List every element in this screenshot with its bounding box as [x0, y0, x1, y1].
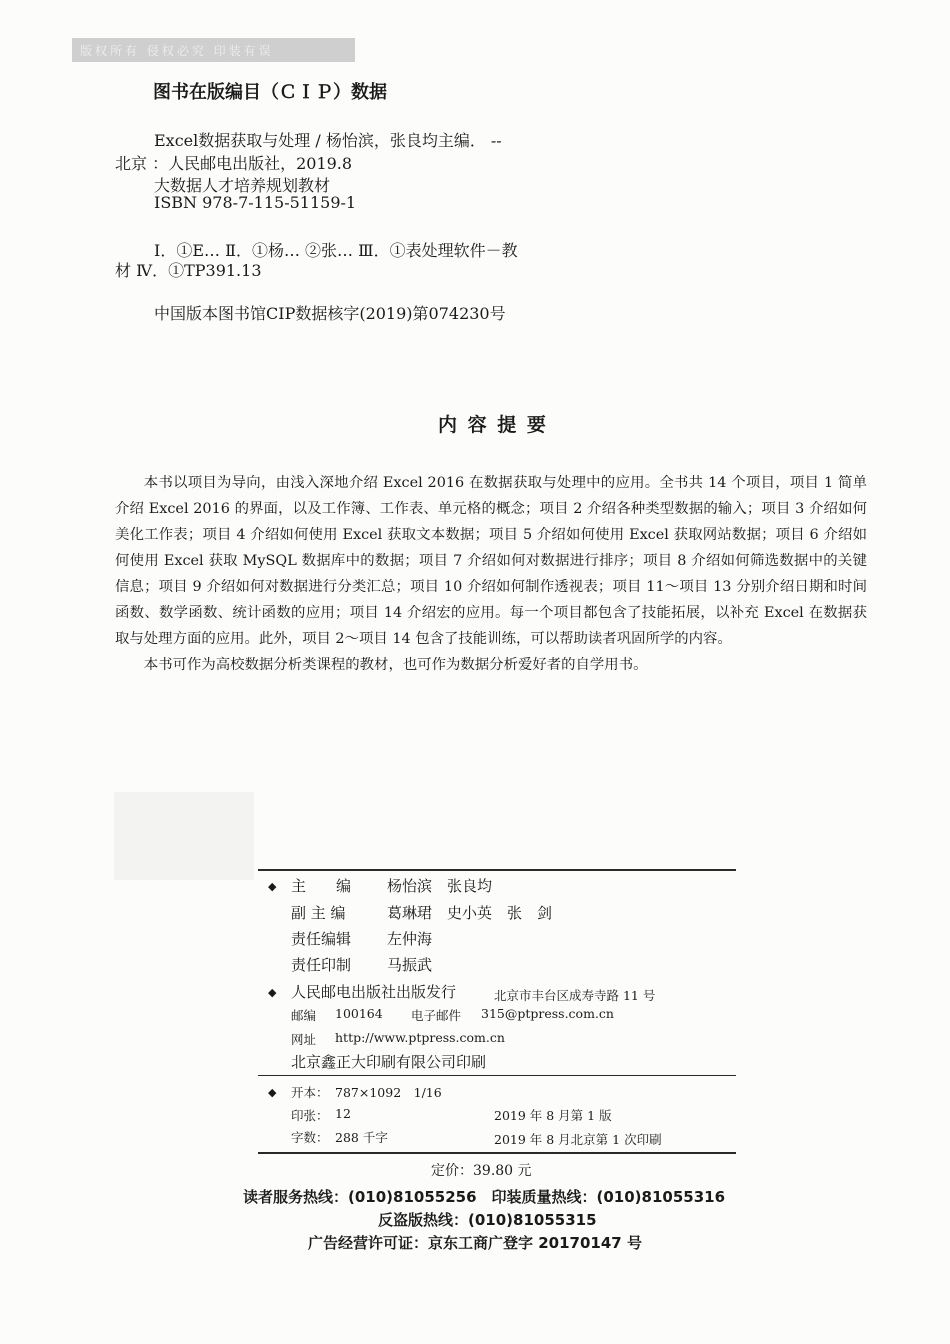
cip-line: 材 Ⅳ．①TP391.13	[115, 261, 262, 280]
ad-license: 广告经营许可证：京东工商广登字 20170147 号	[308, 1234, 642, 1252]
deputy-editor-label: 副 主 编	[291, 904, 346, 922]
responsible-printing-label: 责任印制	[291, 956, 352, 974]
summary-body	[115, 470, 867, 678]
printing: 2019 年 8 月北京第 1 次印刷	[494, 1132, 662, 1147]
hotline-reader: 读者服务热线：(010)81055256 印装质量热线：(010)81055316	[243, 1188, 726, 1206]
responsible-editor-name: 左仲海	[387, 930, 433, 948]
editor-names: 杨怡滨 张良均	[387, 877, 493, 895]
sheets-label: 印张：	[291, 1108, 329, 1123]
responsible-editor-label: 责任编辑	[291, 930, 352, 948]
website: http://www.ptpress.com.cn	[335, 1030, 505, 1045]
cip-title: 图书在版编目（ＣＩＰ）数据	[153, 82, 387, 103]
cip-line: 大数据人才培养规划教材	[154, 176, 331, 195]
publisher: 人民邮电出版社出版发行	[291, 983, 457, 1001]
imprint-top-rule	[258, 869, 736, 871]
bullet-icon: ◆	[268, 986, 277, 999]
deputy-editor-names: 葛琳珺 史小英 张 剑	[387, 904, 553, 922]
bullet-icon: ◆	[268, 880, 277, 893]
summary-paragraph: 本书可作为高校数据分析类课程的教材，也可作为数据分析爱好者的自学用书。	[143, 657, 648, 673]
postcode-label: 邮编	[291, 1008, 317, 1023]
printer: 北京鑫正大印刷有限公司印刷	[291, 1053, 487, 1071]
responsible-printing-name: 马振武	[387, 956, 433, 974]
header-stamp-bar	[72, 38, 355, 62]
word-count-label: 字数：	[291, 1130, 329, 1145]
editor-label: 主 编	[291, 877, 352, 895]
sheets: 12	[335, 1106, 351, 1121]
header-stamp-text: 版权所有 侵权必究 印装有误	[80, 44, 274, 58]
cip-line: 北京 ：人民邮电出版社，2019.8	[115, 154, 353, 173]
edition: 2019 年 8 月第 1 版	[494, 1108, 612, 1123]
email-label: 电子邮件	[411, 1008, 462, 1023]
word-count: 288 千字	[335, 1130, 388, 1145]
website-label: 网址	[291, 1032, 317, 1047]
price: 定价：39.80 元	[431, 1163, 532, 1179]
cip-number: 中国版本图书馆CIP数据核字(2019)第074230号	[154, 304, 506, 323]
imprint-bottom-rule	[258, 1152, 736, 1154]
bullet-icon: ◆	[268, 1086, 277, 1099]
faint-background-block	[114, 792, 254, 880]
imprint-mid-rule	[258, 1075, 736, 1076]
postcode: 100164	[335, 1006, 383, 1021]
publisher-address: 北京市丰台区成寿寺路 11 号	[494, 988, 656, 1003]
hotline-piracy: 反盗版热线：(010)81055315	[378, 1211, 597, 1229]
cip-line: ISBN 978-7-115-51159-1	[154, 193, 357, 212]
summary-paragraph: 本书以项目为导向，由浅入深地介绍 Excel 2016 在数据获取与处理中的应用。全书共 14 个项目，项目 1 简单介绍 Excel 2016 的界面，以及工作簿、工作表、单元格的概念；项目 2 介绍各种类型数据的输入；项目 3 介绍如何美化工作表；项目 4 介绍如何使用 Excel 获取文本数据；项目 5 介绍如何使用 Excel 获取网站数据；项目 6 介绍如何使用 Excel 获取 MySQL 数据库中的数据；项目 7 介绍如何对数据进行排序；项目 8 介绍如何筛选数据中的关键信息；项目 9 介绍如何对数据进行分类汇总；项目 10 介绍如何制作透视表；项目 11～项目 13 分别介绍日期和时间函数、数学函数、统计函数的应用；项目 14 介绍宏的应用。每一个项目都包含了技能拓展，以补充 Excel 在数据获取与处理方面的应用。此外，项目 2～项目 14 包含了技能训练，可以帮助读者巩固所学的内容。	[115, 475, 867, 647]
cip-line: Ⅰ．①E… Ⅱ．①杨… ②张… Ⅲ．①表处理软件－教	[154, 241, 518, 260]
cip-line: Excel数据获取与处理 / 杨怡滨，张良均主编． --	[154, 131, 502, 150]
summary-title: 内 容 提 要	[438, 414, 548, 436]
format: 787×1092 1/16	[335, 1085, 442, 1100]
email: 315@ptpress.com.cn	[481, 1006, 614, 1021]
format-label: 开本：	[291, 1085, 329, 1100]
